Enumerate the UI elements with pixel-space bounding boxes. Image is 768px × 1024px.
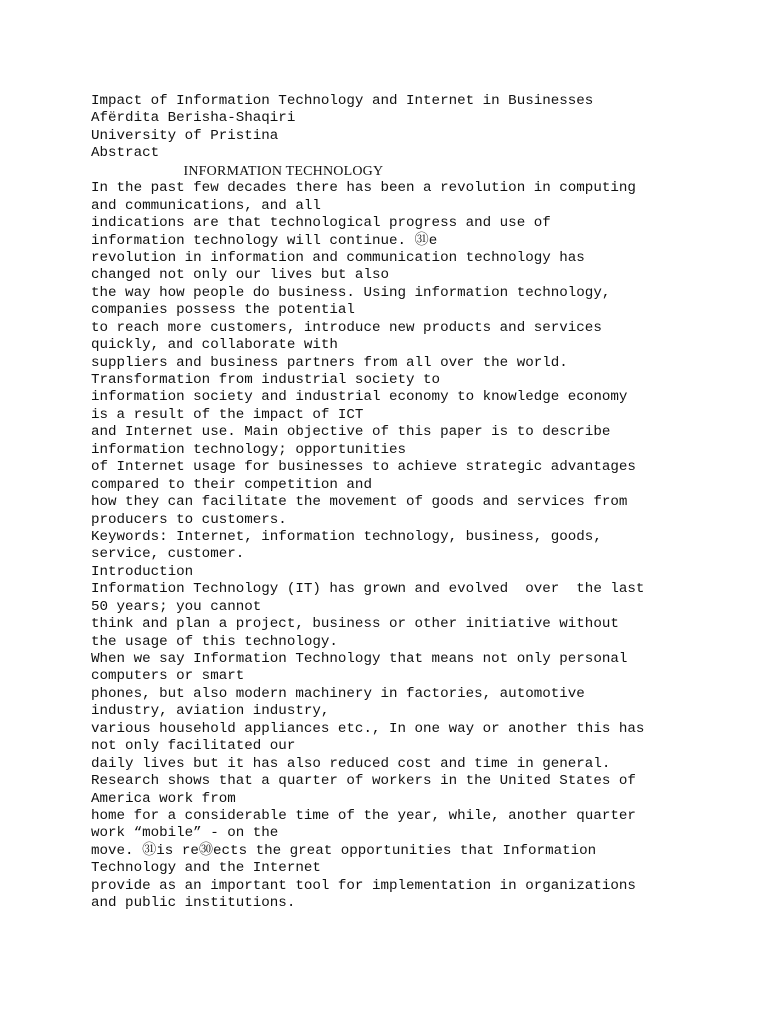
text-line: information technology will continue. ㉛e <box>91 232 438 249</box>
text-line: Technology and the Internet <box>91 860 321 877</box>
text-line: producers to customers. <box>91 511 287 528</box>
text-line: 50 years; you cannot <box>91 598 262 615</box>
text-line: how they can facilitate the movement of goods and services from <box>91 494 628 511</box>
text-line: provide as an important tool for implementation in organizations <box>91 877 636 894</box>
text-line: suppliers and business partners from all over the world. <box>91 354 568 371</box>
text-line: think and plan a project, business or other initiative without <box>91 616 619 633</box>
text-line: computers or smart <box>91 668 245 685</box>
text-line: information society and industrial economy to knowledge economy <box>91 389 628 406</box>
text-line: daily lives but it has also reduced cost and time in general. <box>91 755 611 772</box>
text-line: Abstract <box>91 145 160 162</box>
section-heading: INFORMATION TECHNOLOGY <box>91 163 384 179</box>
text-line: the way how people do business. Using information technology, <box>91 284 611 301</box>
text-line: phones, but also modern machinery in factories, automotive <box>91 685 585 702</box>
text-line: When we say Information Technology that means not only personal <box>91 651 628 667</box>
text-line: is a result of the impact of ICT <box>91 406 364 423</box>
text-line: Afërdita Berisha-Shaqiri <box>91 110 296 127</box>
text-line: and communications, and all <box>91 197 321 214</box>
text-line: indications are that technological progress and use of <box>91 215 551 232</box>
text-line: various household appliances etc., In one way or another this has <box>91 720 645 737</box>
text-line: Information Technology (IT) has grown and evolved over the last <box>91 581 645 598</box>
text-line: Keywords: Internet, information technology, business, goods, <box>91 528 602 545</box>
text-line: In the past few decades there has been a revolution in computing <box>91 180 636 197</box>
text-line: the usage of this technology. <box>91 633 338 650</box>
text-line: industry, aviation industry, <box>91 703 330 720</box>
text-line: University of Pristina <box>91 127 279 144</box>
text-line: home for a considerable time of the year, while, another quarter <box>91 807 636 824</box>
text-line: move. ㉛is re㉚ects the great opportunities that Information <box>91 842 597 859</box>
text-line: changed not only our lives but also <box>91 267 389 284</box>
text-line: Introduction <box>91 563 194 580</box>
text-line: revolution in information and communication technology has <box>91 249 585 266</box>
text-line: Research shows that a quarter of workers in the United States of <box>91 773 636 790</box>
text-line: work “mobile” - on the <box>91 825 279 842</box>
text-line: information technology; opportunities <box>91 441 407 458</box>
text-line: companies possess the potential <box>91 302 355 319</box>
text-line: and Internet use. Main objective of this paper is to describe <box>91 424 611 441</box>
text-line: compared to their competition and <box>91 476 372 493</box>
text-line: to reach more customers, introduce new products and services <box>91 319 602 336</box>
text-line: of Internet usage for businesses to achieve strategic advantages <box>91 459 636 476</box>
text-line: service, customer. <box>91 546 245 563</box>
text-line: America work from <box>91 790 236 807</box>
text-line: and public institutions. <box>91 895 296 912</box>
text-line: Transformation from industrial society to <box>91 372 441 388</box>
text-line: not only facilitated our <box>91 738 296 755</box>
document-text <box>91 93 721 913</box>
text-line: quickly, and collaborate with <box>91 337 338 354</box>
document-title: Impact of Information Technology and Internet in Businesses <box>91 93 594 109</box>
